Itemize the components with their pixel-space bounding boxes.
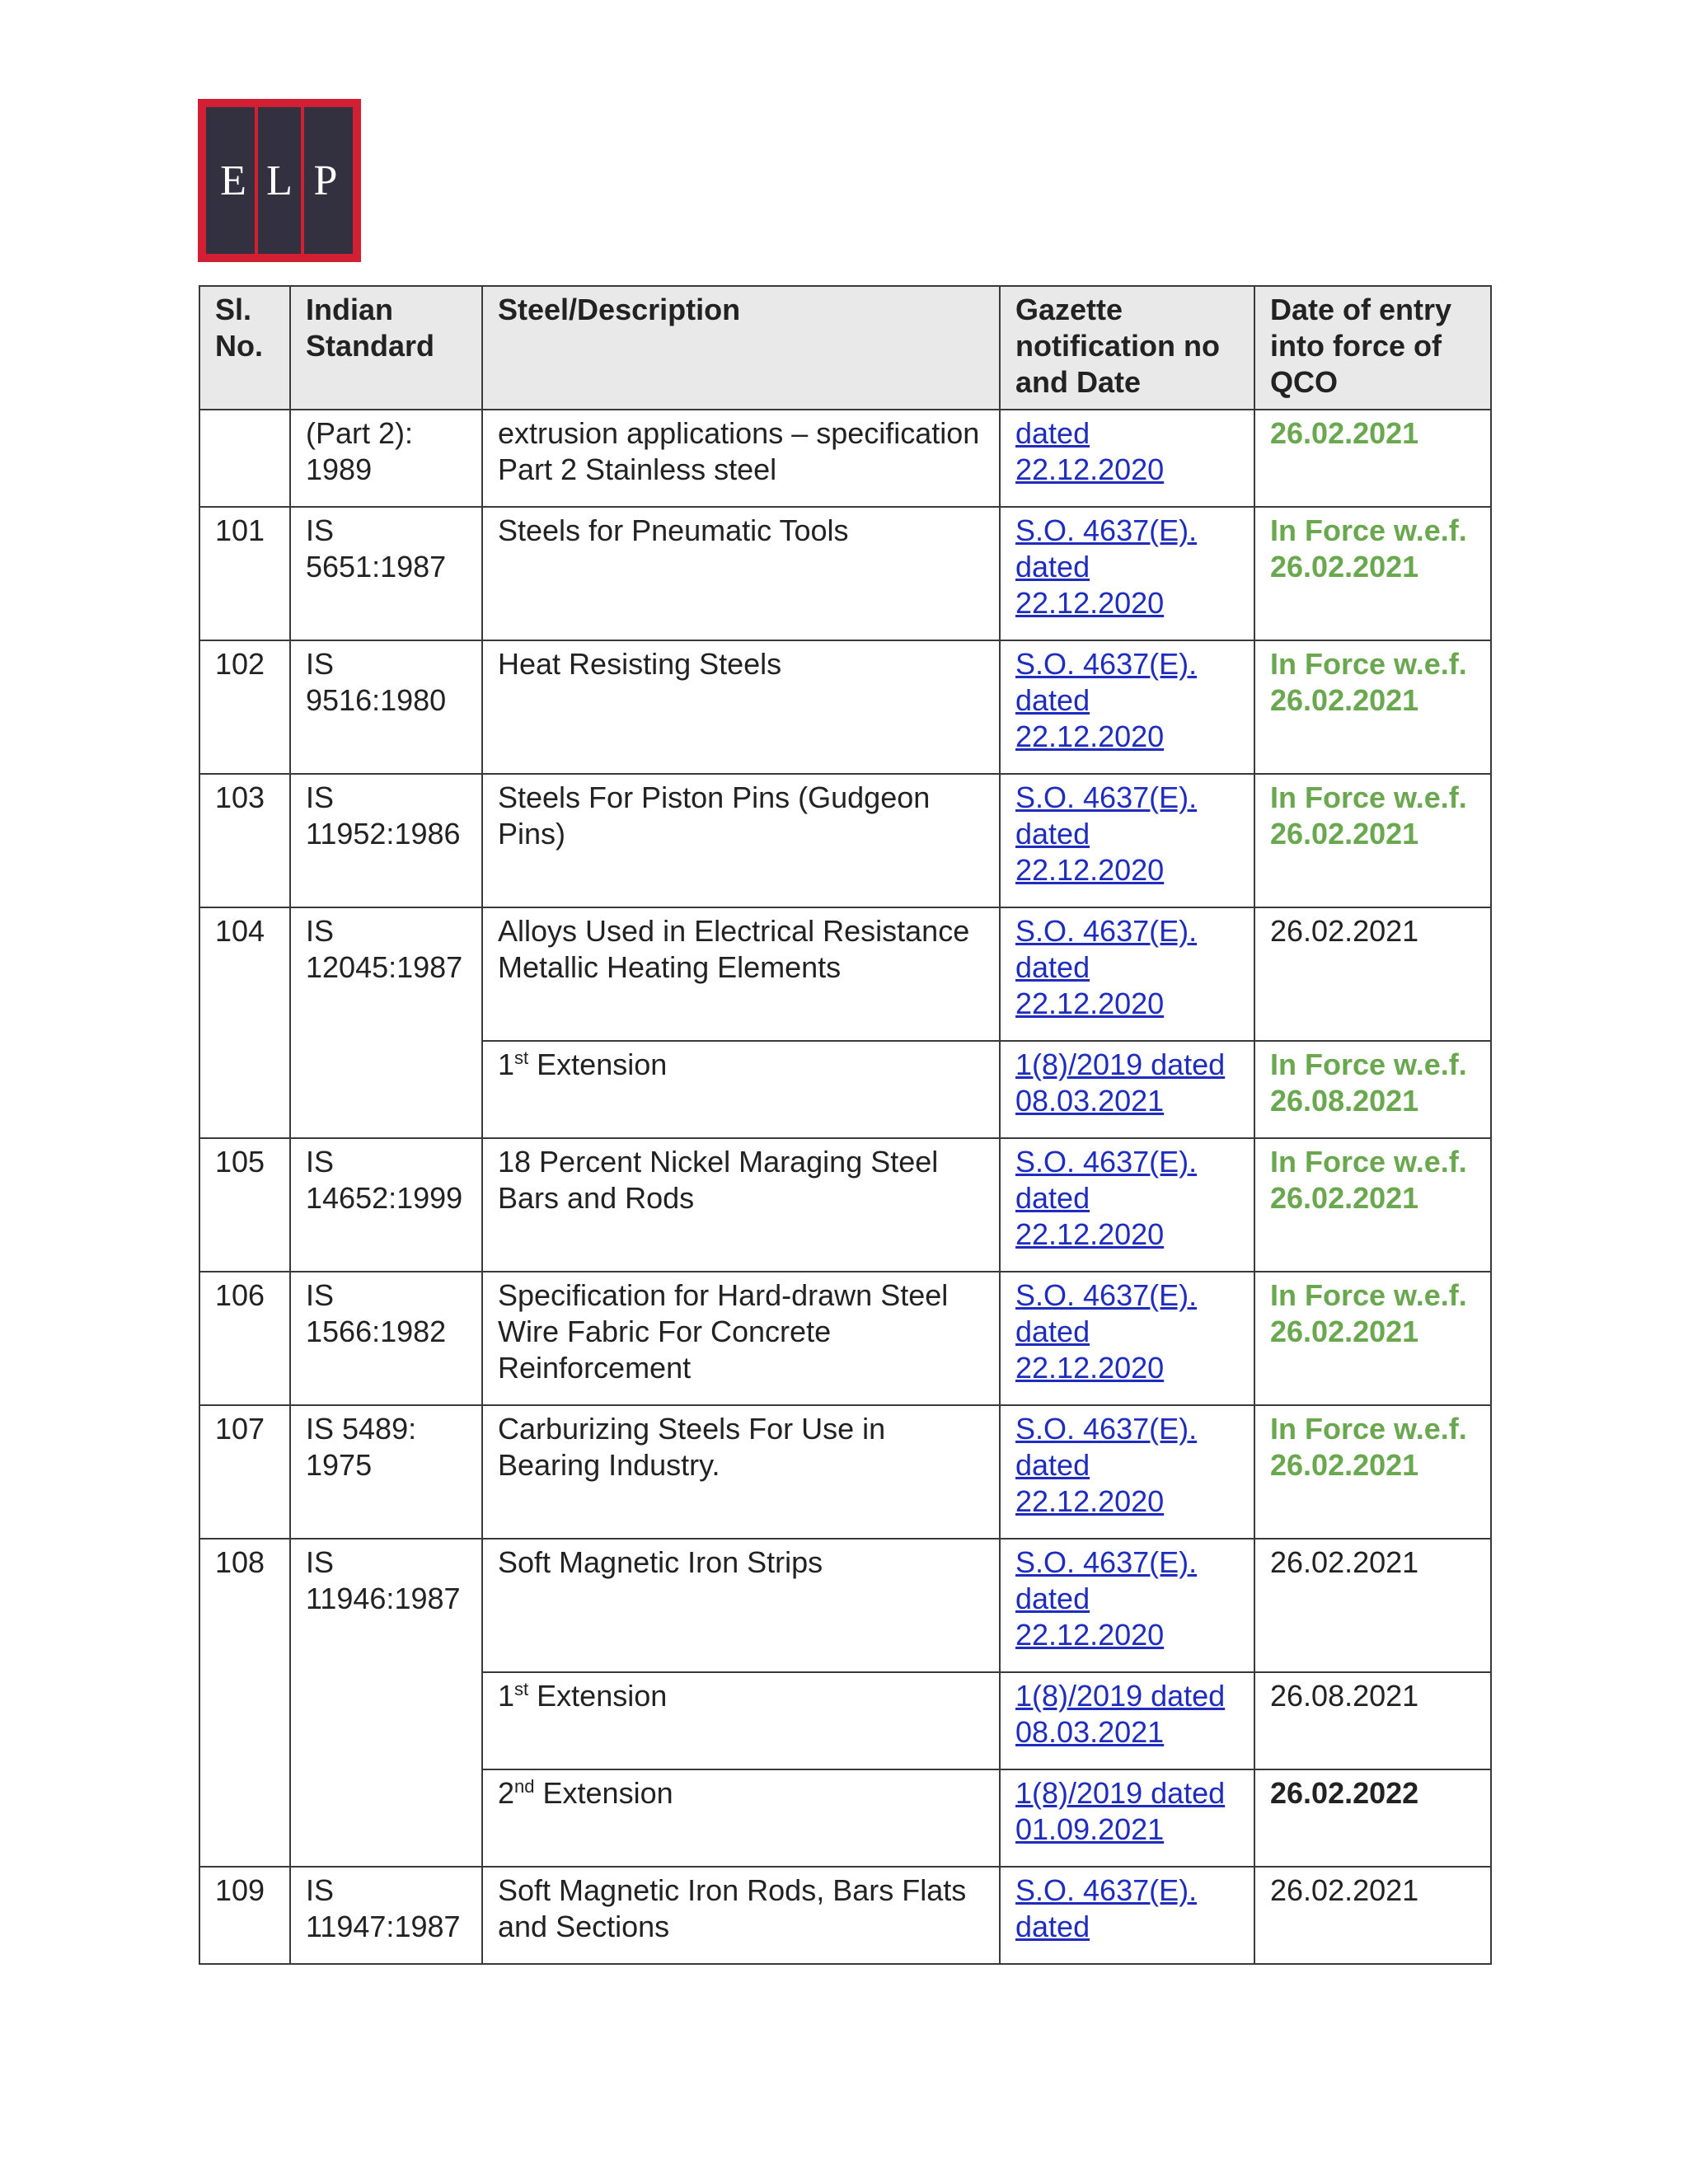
gazette-link[interactable]: S.O. 4637(E). dated 22.12.2020: [1015, 513, 1198, 620]
table-header-row: [199, 286, 1491, 410]
cell-entry-date: 26.02.2021: [1254, 410, 1491, 507]
cell-entry-date: In Force w.e.f. 26.02.2021: [1254, 640, 1491, 774]
cell-entry-date: 26.02.2021: [1254, 1539, 1491, 1672]
cell-gazette: [1000, 907, 1254, 1041]
cell-standard: IS 5651:1987: [290, 507, 482, 640]
cell-gazette: [1000, 1539, 1254, 1672]
cell-standard: IS 11946:1987: [290, 1539, 482, 1867]
table-row: [199, 1405, 1491, 1539]
cell-standard: IS 11952:1986: [290, 774, 482, 907]
gazette-link[interactable]: S.O. 4637(E). dated 22.12.2020: [1015, 1412, 1198, 1518]
logo-letter-l: L: [266, 157, 293, 204]
header-gazette: Gazette notification no and Date: [1000, 286, 1254, 410]
header-indian-standard: Indian Standard: [290, 286, 482, 410]
cell-gazette: [1000, 1672, 1254, 1769]
cell-sl-no: 101: [199, 507, 290, 640]
cell-entry-date: 26.02.2021: [1254, 907, 1491, 1041]
cell-gazette: [1000, 640, 1254, 774]
cell-gazette: [1000, 1138, 1254, 1272]
cell-entry-date: 26.02.2022: [1254, 1769, 1491, 1867]
extension-ordinal: st: [514, 1047, 529, 1068]
cell-description: 18 Percent Nickel Maraging Steel Bars and Rods: [482, 1138, 1000, 1272]
cell-sl-no: 102: [199, 640, 290, 774]
cell-gazette: [1000, 1867, 1254, 1964]
cell-standard: IS 5489: 1975: [290, 1405, 482, 1539]
cell-description: Alloys Used in Electrical Resistance Metallic Heating Elements: [482, 907, 1000, 1041]
table-row: [199, 640, 1491, 774]
cell-standard: IS 12045:1987: [290, 907, 482, 1138]
table-row: [199, 907, 1491, 1041]
gazette-link[interactable]: 1(8)/2019 dated 08.03.2021: [1015, 1679, 1226, 1749]
cell-gazette: [1000, 1405, 1254, 1539]
qco-steel-standards-table: [199, 285, 1492, 1965]
cell-gazette: [1000, 410, 1254, 507]
cell-sl-no: 109: [199, 1867, 290, 1964]
cell-extension: [482, 1672, 1000, 1769]
table-row: [199, 507, 1491, 640]
elp-logo: [198, 99, 361, 262]
cell-sl-no: 104: [199, 907, 290, 1138]
table-row: [199, 774, 1491, 907]
cell-sl-no: 108: [199, 1539, 290, 1867]
cell-standard: IS 9516:1980: [290, 640, 482, 774]
header-entry-date: Date of entry into force of QCO: [1254, 286, 1491, 410]
cell-sl-no: 105: [199, 1138, 290, 1272]
header-sl-no: Sl. No.: [199, 286, 290, 410]
cell-entry-date: 26.08.2021: [1254, 1672, 1491, 1769]
logo-letter-p: P: [313, 157, 338, 204]
cell-gazette: [1000, 1272, 1254, 1405]
cell-sl-no: 107: [199, 1405, 290, 1539]
extension-number: 1: [498, 1047, 515, 1081]
gazette-link[interactable]: S.O. 4637(E). dated 22.12.2020: [1015, 780, 1198, 887]
gazette-link[interactable]: S.O. 4637(E). dated 22.12.2020: [1015, 1145, 1198, 1251]
cell-description: Carburizing Steels For Use in Bearing Industry.: [482, 1405, 1000, 1539]
cell-entry-date: In Force w.e.f. 26.02.2021: [1254, 774, 1491, 907]
cell-gazette: [1000, 507, 1254, 640]
cell-entry-date: In Force w.e.f. 26.02.2021: [1254, 1138, 1491, 1272]
table-row: [199, 1867, 1491, 1964]
cell-gazette: [1000, 1041, 1254, 1138]
gazette-link[interactable]: dated 22.12.2020: [1015, 416, 1165, 486]
elp-logo-mark: [206, 107, 353, 254]
header-description: Steel/Description: [482, 286, 1000, 410]
gazette-link[interactable]: S.O. 4637(E). dated: [1015, 1873, 1198, 1943]
cell-entry-date: In Force w.e.f. 26.02.2021: [1254, 1405, 1491, 1539]
cell-sl-no: 106: [199, 1272, 290, 1405]
cell-gazette: [1000, 774, 1254, 907]
cell-standard: IS 11947:1987: [290, 1867, 482, 1964]
extension-ordinal: nd: [514, 1776, 535, 1797]
table-row: [199, 410, 1491, 507]
cell-sl-no: 103: [199, 774, 290, 907]
cell-gazette: [1000, 1769, 1254, 1867]
cell-description: Steels for Pneumatic Tools: [482, 507, 1000, 640]
cell-entry-date: In Force w.e.f. 26.08.2021: [1254, 1041, 1491, 1138]
cell-standard: IS 1566:1982: [290, 1272, 482, 1405]
cell-sl-no: [199, 410, 290, 507]
cell-standard: (Part 2): 1989: [290, 410, 482, 507]
extension-label: Extension: [534, 1776, 673, 1810]
cell-extension: [482, 1769, 1000, 1867]
cell-entry-date: 26.02.2021: [1254, 1867, 1491, 1964]
cell-description: Specification for Hard-drawn Steel Wire Fabric For Concrete Reinforcement: [482, 1272, 1000, 1405]
gazette-link[interactable]: S.O. 4637(E). dated 22.12.2020: [1015, 647, 1198, 753]
extension-ordinal: st: [514, 1679, 529, 1699]
extension-label: Extension: [528, 1047, 668, 1081]
gazette-link[interactable]: 1(8)/2019 dated 08.03.2021: [1015, 1047, 1226, 1118]
cell-extension: [482, 1041, 1000, 1138]
cell-description: extrusion applications – specification Part 2 Stainless steel: [482, 410, 1000, 507]
cell-description: Soft Magnetic Iron Strips: [482, 1539, 1000, 1672]
gazette-link[interactable]: S.O. 4637(E). dated 22.12.2020: [1015, 1545, 1198, 1652]
gazette-link[interactable]: 1(8)/2019 dated 01.09.2021: [1015, 1776, 1226, 1846]
table-row: [199, 1272, 1491, 1405]
extension-label: Extension: [528, 1679, 668, 1713]
cell-entry-date: In Force w.e.f. 26.02.2021: [1254, 507, 1491, 640]
table-row: [199, 1138, 1491, 1272]
gazette-link[interactable]: S.O. 4637(E). dated 22.12.2020: [1015, 914, 1198, 1020]
extension-number: 1: [498, 1679, 515, 1713]
cell-description: Steels For Piston Pins (Gudgeon Pins): [482, 774, 1000, 907]
cell-standard: IS 14652:1999: [290, 1138, 482, 1272]
table-row: [199, 1539, 1491, 1672]
cell-entry-date: In Force w.e.f. 26.02.2021: [1254, 1272, 1491, 1405]
cell-description: Soft Magnetic Iron Rods, Bars Flats and Sections: [482, 1867, 1000, 1964]
gazette-link[interactable]: S.O. 4637(E). dated 22.12.2020: [1015, 1278, 1198, 1385]
extension-number: 2: [498, 1776, 515, 1810]
logo-letter-e: E: [220, 157, 246, 204]
cell-description: Heat Resisting Steels: [482, 640, 1000, 774]
